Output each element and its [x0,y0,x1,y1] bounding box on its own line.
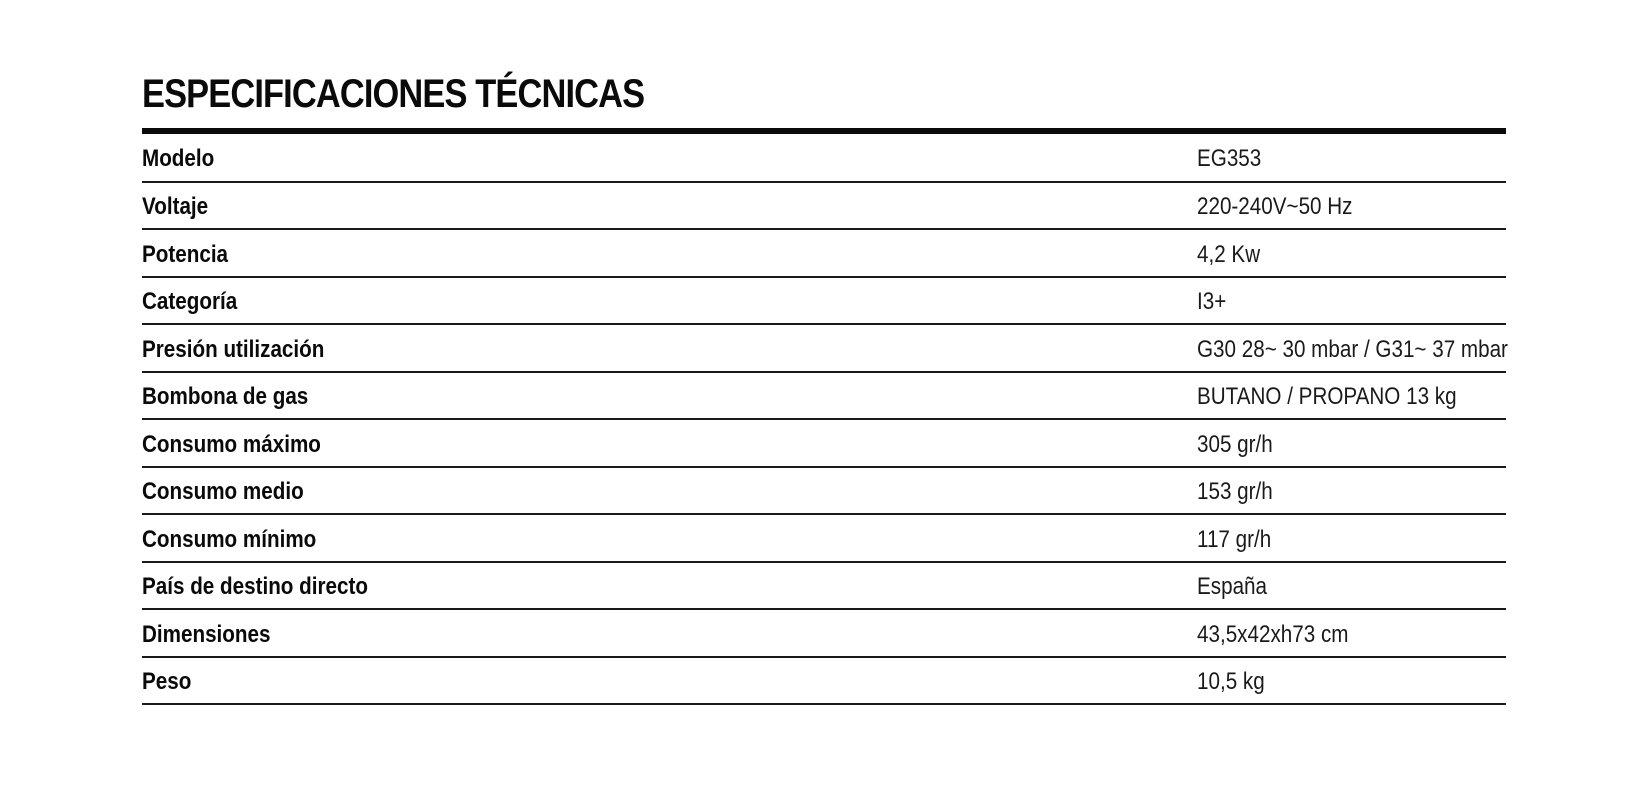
specifications-section [142,70,1506,705]
spec-row-consumo-medio [142,467,1506,515]
spec-label: Modelo [142,145,215,173]
spec-label: Dimensiones [142,620,271,648]
specs-table [142,134,1506,705]
spec-row-peso [142,657,1506,705]
spec-row-bombona [142,372,1506,420]
spec-value: 220-240V~50 Hz [1197,193,1353,221]
spec-label: Voltaje [142,193,209,221]
spec-value: 305 gr/h [1197,430,1273,458]
spec-value: 10,5 kg [1197,668,1265,696]
spec-label: Peso [142,668,192,696]
spec-value: 43,5x42xh73 cm [1197,620,1349,648]
spec-value: G30 28~ 30 mbar / G31~ 37 mbar [1197,335,1508,363]
specs-title: ESPECIFICACIONES TÉCNICAS [142,72,645,116]
spec-row-consumo-maximo [142,419,1506,467]
spec-value: 117 gr/h [1197,525,1272,553]
spec-label: Consumo máximo [142,430,321,458]
spec-label: País de destino directo [142,573,368,601]
spec-row-consumo-minimo [142,514,1506,562]
spec-label: Consumo mínimo [142,525,317,553]
spec-label: Bombona de gas [142,383,309,411]
spec-value: España [1197,573,1268,601]
spec-value: EG353 [1197,145,1262,173]
spec-value: I3+ [1197,288,1227,316]
spec-label: Categoría [142,288,238,316]
spec-value: 153 gr/h [1197,478,1273,506]
spec-row-modelo [142,134,1506,182]
spec-value: BUTANO / PROPANO 13 kg [1197,383,1457,411]
spec-label: Consumo medio [142,478,304,506]
spec-row-dimensiones [142,609,1506,657]
spec-row-pais-destino [142,562,1506,610]
spec-row-categoria [142,277,1506,325]
spec-label: Presión utilización [142,335,325,363]
spec-row-potencia [142,229,1506,277]
spec-label: Potencia [142,240,229,268]
spec-value: 4,2 Kw [1197,240,1261,268]
spec-row-voltaje [142,182,1506,230]
spec-row-presion [142,324,1506,372]
